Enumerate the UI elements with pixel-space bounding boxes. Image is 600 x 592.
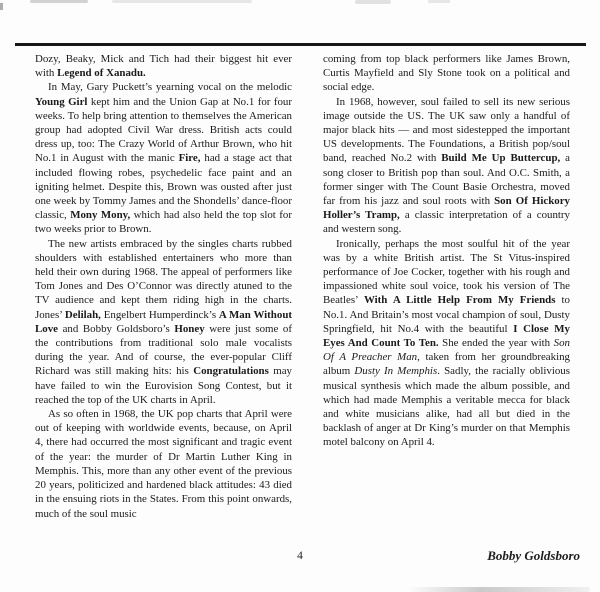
song-title-bold: A Man Without Love (35, 308, 292, 335)
body-text: Engelbert Humperdinck’s (100, 308, 219, 321)
body-text: had a stage act that included flowing robes, psychedelic face paint and an igniting helmet. Despite this, Brown was ousted after just one week by Tommy James and the Shondells’ dance-floor classic, (35, 152, 292, 222)
song-title-bold: Congratulations (193, 365, 269, 378)
body-text: In 1968, however, soul failed to sell its new serious image outside the US. The UK saw only a handful of major black hits — and most sidestepped the important US developments. The Foundations, a British pop/soul band, reached No.2 with (323, 95, 570, 165)
body-text: Dozy, Beaky, Mick and Tich had their biggest hit ever with (35, 53, 292, 80)
song-title-bold: Legend of Xanadu. (57, 67, 146, 80)
body-text: a classic interpretation of a country and western song. (323, 209, 571, 236)
song-title-bold: Build Me Up Buttercup, (441, 152, 561, 165)
scan-artifact (30, 0, 88, 3)
top-rule-divider (15, 43, 586, 46)
song-title-bold: Son Of Hickory Holler’s Tramp, (323, 195, 571, 222)
paragraph (323, 52, 570, 95)
text-columns (35, 52, 570, 521)
body-text: She ended the year with (438, 337, 554, 350)
body-text: which had also held the top slot for two weeks prior to Brown. (35, 209, 292, 236)
left-column (35, 52, 292, 521)
body-text: were just some of the contributions from traditional solo male vocalists during the year. And of course, the ever-popular Cliff Richard was still making hits: his (35, 322, 292, 378)
title-italic: Son Of A Preacher Man (323, 337, 570, 364)
body-text: to No.1. And Britain’s most vocal champion of soul, Dusty Springfield, hit No.4 with the beautiful (323, 294, 570, 335)
paragraph (35, 407, 292, 521)
body-text: and Bobby Goldsboro’s (58, 322, 175, 335)
paragraph (35, 80, 292, 236)
right-column (323, 52, 570, 521)
scan-artifact (0, 3, 3, 10)
body-text: , taken from her groundbreaking album (323, 351, 570, 378)
scan-artifact (408, 587, 590, 592)
song-title-bold: Delilah, (64, 308, 101, 321)
body-text: may have failed to win the Eurovision Song Contest, but it reached the top of the UK charts in April. (35, 365, 292, 406)
artist-credit: Bobby Goldsboro (487, 548, 580, 563)
paragraph (323, 95, 570, 237)
body-text: . Sadly, the racially oblivious musical synthesis which made the album possible, and which had made Memphis a veritable mecca for black and white musicians alike, had all but died in the backlash of anger at Dr King’s murder on that Memphis motel balcony on April 4. (323, 365, 570, 449)
body-text: As so often in 1968, the UK pop charts that April were out of keeping with worldwide events, because, on April 4, there had occurred the most significant and tragic event of the year: the murder of Dr Martin Luther King in Memphis. This, more than any other event of the previous 20 years, politicized and hardened black attitudes: 43 died in the ensuing riots in the States. From this point onwards, much of the soul music (35, 408, 292, 520)
song-title-bold: With A Little Help From My Friends (363, 294, 556, 307)
page-number: 4 (297, 550, 303, 562)
paragraph (35, 52, 292, 80)
paragraph (35, 237, 292, 407)
body-text: The new artists embraced by the singles charts rubbed shoulders with established entertainers who more than held their own during 1968. The appeal of performers like Tom Jones and Des O’Connor was directly atuned to the TV audience and kept them riding high in the charts. Jones’ (35, 237, 292, 321)
body-text: a song closer to British pop than soul. And O.C. Smith, a former singer with The Count Basie Orchestra, moved far from his jazz and soul roots with (323, 152, 570, 208)
body-text: In May, Gary Puckett’s yearning vocal on the melodic (48, 81, 292, 94)
song-title-bold: Fire, (178, 152, 201, 165)
scan-artifact (355, 0, 391, 4)
body-text: coming from top black performers like James Brown, Curtis Mayfield and Sly Stone took on a political and social edge. (323, 53, 570, 94)
song-title-bold: I Close My Eyes And Count To Ten. (323, 322, 570, 350)
body-text: kept him and the Union Gap at No.1 for four weeks. To help bring attention to themselves the American group had adopted Civil War dress. British acts could dress up, too: The Crazy World of Arthur Brown, who hit No.1 in August with the manic (35, 95, 292, 165)
song-title-bold: Young Girl (35, 95, 88, 108)
song-title-bold: Mony Mony, (70, 209, 131, 222)
paragraph (323, 237, 570, 450)
scan-artifact (428, 0, 450, 3)
scan-artifact (112, 0, 252, 3)
title-italic: Dusty In Memphis (354, 365, 438, 378)
body-text: Ironically, perhaps the most soulful hit of the year was by a white British artist. The St Vitus-inspired performance of Joe Cocker, together with his rough and impassioned white soul voice, took his version of The Beatles’ (323, 237, 570, 307)
song-title-bold: Honey (174, 322, 205, 335)
